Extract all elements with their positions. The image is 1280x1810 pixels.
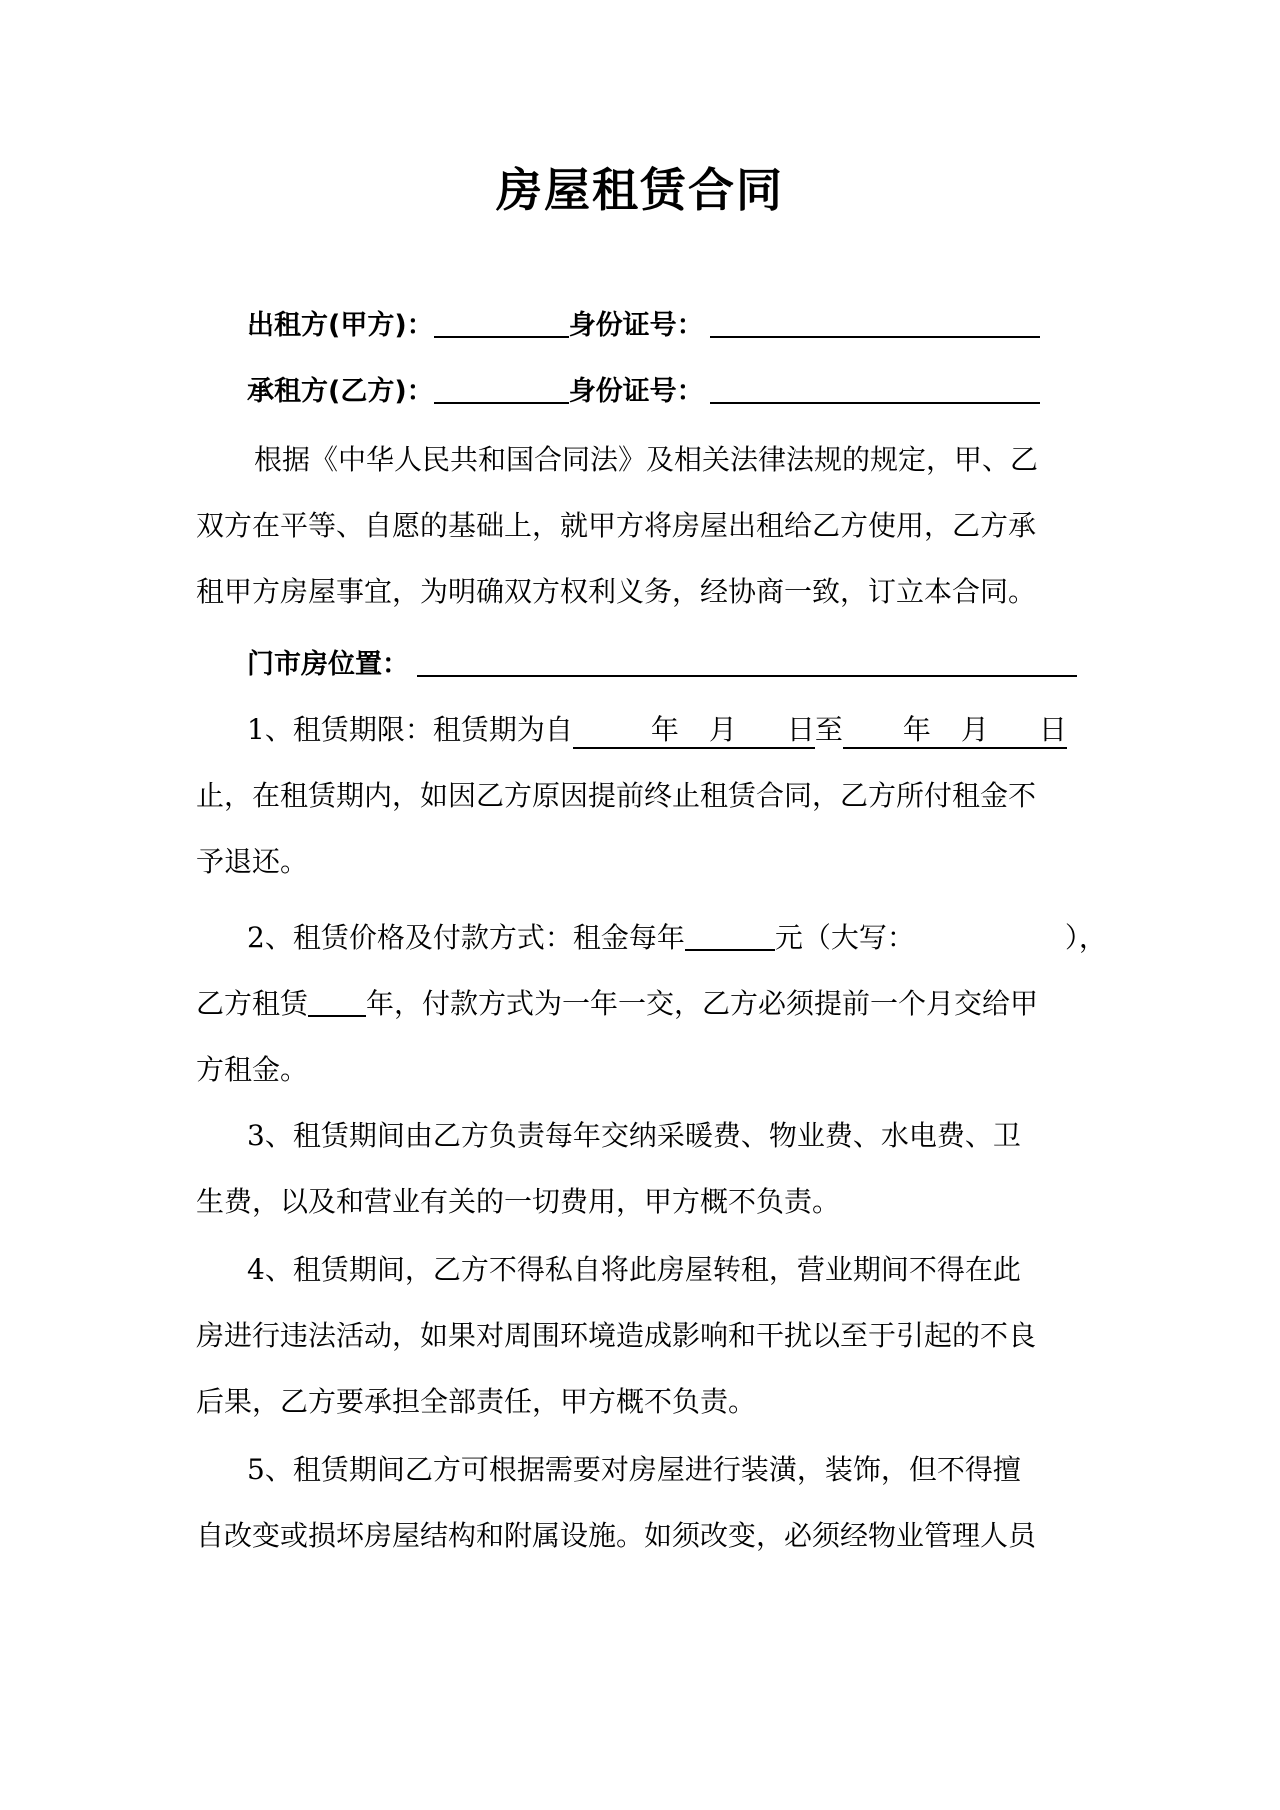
lease-end-date-field[interactable] (843, 713, 1067, 749)
rent-unit-label: 元（大写： (774, 921, 915, 954)
lessor-name-field[interactable] (434, 306, 569, 338)
clause4-line-3: 后果，乙方要承担全部责任，甲方概不负责。 (196, 1385, 757, 1418)
lessee-id-field[interactable] (710, 372, 1040, 404)
clause3-line-2: 生费，以及和营业有关的一切费用，甲方概不负责。 (196, 1185, 841, 1218)
clause1-line-3: 予退还。 (196, 845, 309, 878)
clause4-line-1: 4、租赁期间，乙方不得私自将此房屋转租，营业期间不得在此 (247, 1253, 1021, 1286)
lessor-id-field[interactable] (710, 306, 1040, 338)
preamble-line-1: 根据《中华人民共和国合同法》及相关法律法规的规定，甲、乙 (254, 443, 1039, 476)
lessee-name-field[interactable] (434, 372, 569, 404)
location-field[interactable] (417, 645, 1077, 677)
lessee-id-label: 身份证号： (568, 376, 704, 407)
lease-years-field[interactable] (308, 985, 366, 1017)
annual-rent-field[interactable] (685, 919, 775, 951)
lessee-line (247, 372, 1040, 412)
lessor-line (247, 306, 1040, 346)
clause5-line-2: 自改变或损坏房屋结构和附属设施。如须改变，必须经物业管理人员 (196, 1519, 1037, 1552)
clause2-line-3: 方租金。 (196, 1053, 309, 1086)
clause4-line-2: 房进行违法活动，如果对周围环境造成影响和干扰以至于引起的不良 (196, 1319, 1037, 1352)
lessor-label: 出租方(甲方)： (247, 310, 434, 341)
clause1-prefix: 1、租赁期限：租赁期为自 (247, 713, 573, 746)
clause1-line-2: 止，在租赁期内，如因乙方原因提前终止租赁合同，乙方所付租金不 (196, 779, 1037, 812)
clause2-line-1 (247, 918, 1107, 958)
to-label: 至 (814, 713, 843, 746)
day-label: 日 (786, 713, 815, 746)
lessee-label: 承租方(乙方)： (247, 376, 434, 407)
payment-terms-text: 年，付款方式为一年一交，乙方必须提前一个月交给甲 (366, 987, 1039, 1020)
year-label: 年 (902, 713, 931, 746)
clause1-line-1 (247, 710, 1067, 750)
month-label: 月 (708, 713, 737, 746)
clause5-line-1: 5、租赁期间乙方可根据需要对房屋进行装潢，装饰，但不得擅 (247, 1453, 1021, 1486)
lease-term-label: 乙方租赁 (196, 987, 309, 1020)
location-line (247, 645, 1077, 685)
preamble-line-2: 双方在平等、自愿的基础上，就甲方将房屋出租给乙方使用，乙方承 (196, 509, 1037, 542)
preamble-line-3: 租甲方房屋事宜，为明确双方权利义务，经协商一致，订立本合同。 (196, 575, 1037, 608)
lessor-id-label: 身份证号： (568, 310, 704, 341)
lease-start-date-field[interactable] (573, 713, 815, 749)
month-label: 月 (960, 713, 989, 746)
clause2-line-2 (196, 984, 1038, 1024)
clause2-prefix: 2、租赁价格及付款方式：租金每年 (247, 921, 685, 954)
rent-close-label: ）， (1064, 921, 1107, 954)
document-title: 房屋租赁合同 (496, 163, 784, 217)
year-label: 年 (650, 713, 679, 746)
day-label: 日 (1038, 713, 1067, 746)
location-label: 门市房位置： (247, 649, 409, 680)
clause3-line-1: 3、租赁期间由乙方负责每年交纳采暖费、物业费、水电费、卫 (247, 1119, 1021, 1152)
